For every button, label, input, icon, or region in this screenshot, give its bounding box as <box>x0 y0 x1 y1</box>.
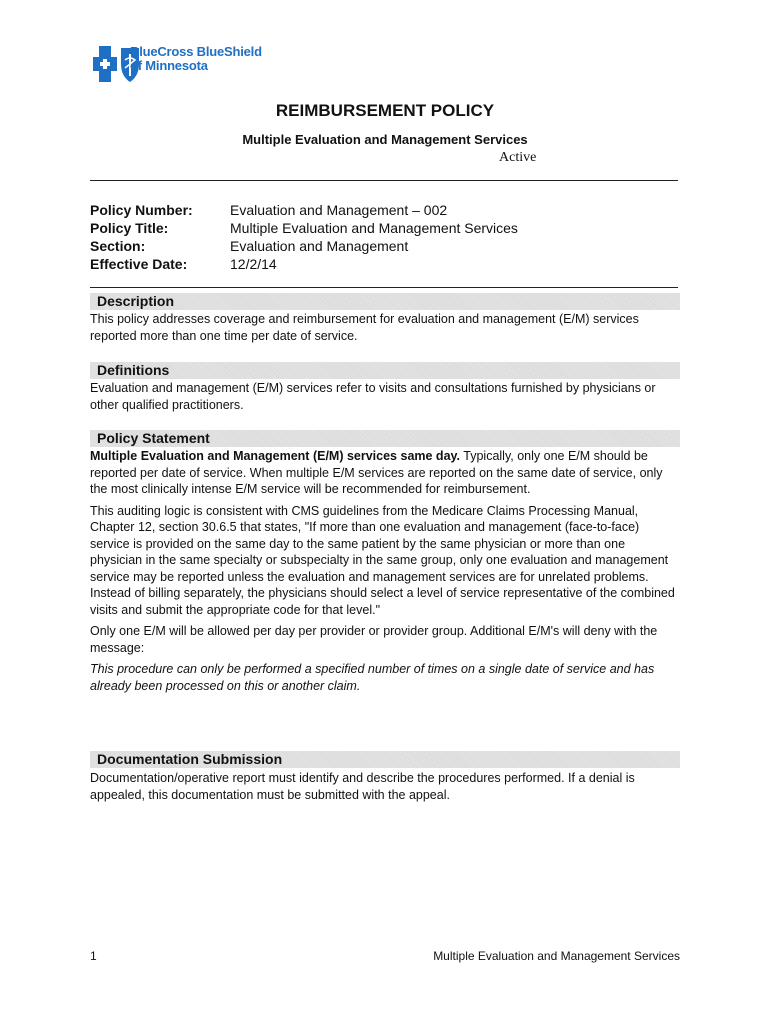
meta-row <box>90 237 518 255</box>
meta-key: Policy Number: <box>90 202 193 218</box>
meta-value: 12/2/14 <box>230 256 277 272</box>
meta-row <box>90 201 518 219</box>
divider-top <box>90 180 678 181</box>
page-number: 1 <box>90 949 97 963</box>
meta-value: Multiple Evaluation and Management Services <box>230 220 518 236</box>
documentation-text <box>90 770 680 808</box>
page-subtitle: Multiple Evaluation and Management Services <box>242 132 528 147</box>
policy-lead: Multiple Evaluation and Management (E/M) services same day. <box>90 449 461 463</box>
divider-meta <box>90 287 678 288</box>
policy-p1-rest: Typically, only one E/M should be reported per date of service. When multiple E/M services are reported on the same date of service, only the most clinically intense E/M service will be recommended for reimbursement. <box>90 449 663 496</box>
section-header-description <box>90 293 680 310</box>
meta-key: Section: <box>90 238 146 254</box>
policy-denial-message: This procedure can only be performed a specified number of times on a single date of service and has already been processed on this or another claim. <box>90 662 655 693</box>
section-header-documentation <box>90 751 680 768</box>
section-heading: Description <box>97 293 175 309</box>
section-header-policy-statement <box>90 430 680 447</box>
section-heading: Documentation Submission <box>97 751 283 767</box>
documentation-paragraph: Documentation/operative report must identify and describe the procedures performed. If a denial is appealed, this documentation must be submitted with the appeal. <box>90 771 635 802</box>
policy-statement-text <box>90 448 680 699</box>
policy-meta <box>90 201 518 273</box>
policy-status: Active <box>499 150 537 165</box>
section-heading: Definitions <box>97 362 170 378</box>
policy-paragraph-2: This auditing logic is consistent with CMS guidelines from the Medicare Claims Processing Manual, Chapter 12, section 30.6.5 that states, "If more than one evaluation and management (face-to-face) service is provided on the same day to the same patient by the same physician or more than one physician in the same specialty or subspecialty in the same group, only one evaluation and management service may be reported unless the evaluation and management services are for unrelated problems. Instead of billing separately, the physicians should select a level of service representative of the combined visits and submit the appropriate code for that level." <box>90 503 675 617</box>
description-text <box>90 311 680 349</box>
meta-key: Effective Date: <box>90 256 188 272</box>
section-heading: Policy Statement <box>97 430 210 446</box>
meta-row <box>90 219 518 237</box>
meta-row <box>90 255 518 273</box>
description-paragraph: This policy addresses coverage and reimbursement for evaluation and management (E/M) services reported more than one time per date of service. <box>90 312 639 343</box>
logo-line-2: of Minnesota <box>130 58 208 73</box>
definitions-text <box>90 380 680 418</box>
policy-paragraph-3: Only one E/M will be allowed per day per provider or provider group. Additional E/M's will deny with the message: <box>90 624 658 655</box>
blue-cross-icon <box>93 46 117 82</box>
logo-line-1: BlueCross BlueShield <box>130 44 262 59</box>
meta-value: Evaluation and Management – 002 <box>230 202 448 218</box>
definitions-paragraph: Evaluation and management (E/M) services refer to visits and consultations furnished by physicians or other qualified practitioners. <box>90 381 656 412</box>
meta-key: Policy Title: <box>90 220 169 236</box>
page-title: REIMBURSEMENT POLICY <box>275 101 495 120</box>
meta-value: Evaluation and Management <box>230 238 409 254</box>
section-header-definitions <box>90 362 680 379</box>
footer-title: Multiple Evaluation and Management Services <box>433 949 680 963</box>
logo-wordmark <box>130 45 262 73</box>
policy-paragraph-1 <box>90 448 680 498</box>
